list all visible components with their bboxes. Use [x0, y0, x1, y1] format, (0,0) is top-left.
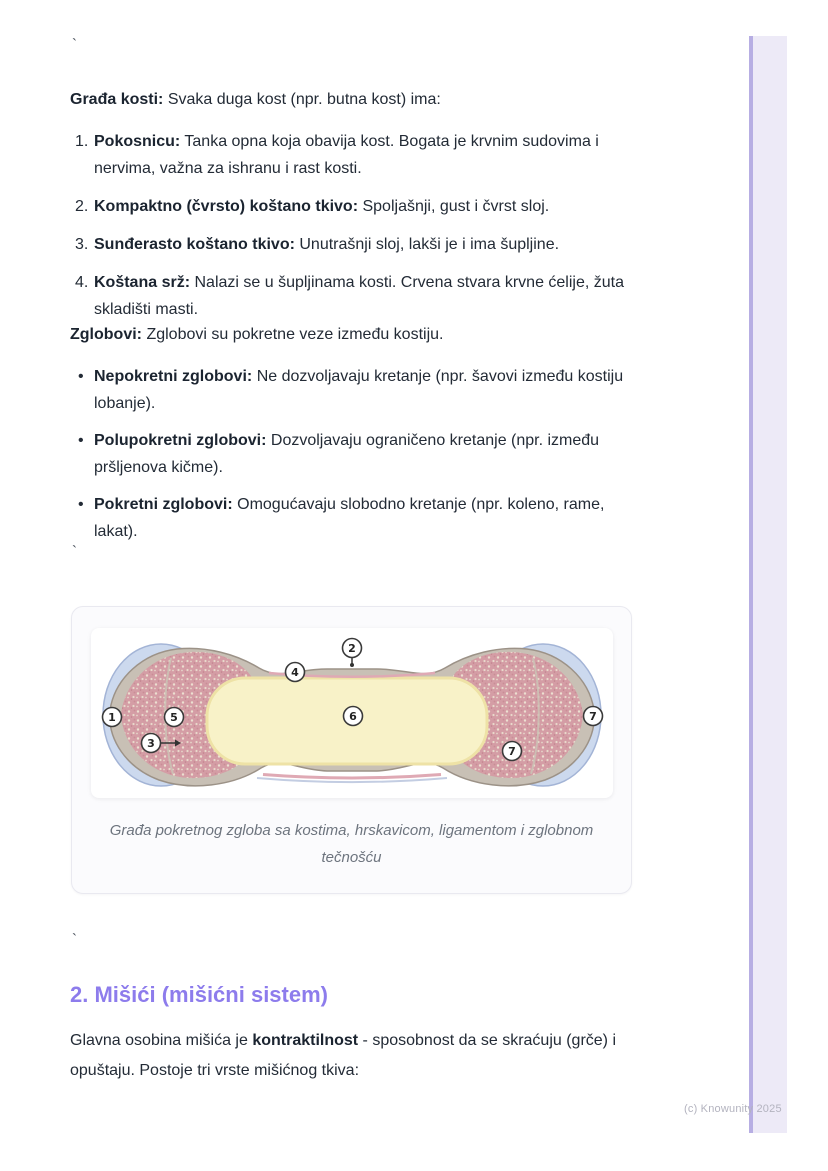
svg-text:3: 3	[147, 736, 155, 750]
para-bold: kontraktilnost	[252, 1032, 359, 1049]
intro-paragraph	[70, 86, 632, 113]
copyright-watermark: (c) Knowunity 2025	[684, 1103, 782, 1115]
zglobovi-bold: Zglobovi:	[70, 326, 142, 343]
list-item	[70, 128, 632, 182]
list-item-text	[94, 491, 625, 545]
bullet-dot: •	[78, 368, 84, 385]
figure-label	[165, 708, 184, 727]
list-number: 4.	[75, 274, 89, 291]
intro-text: Svaka duga kost (npr. butna kost) ima:	[167, 91, 441, 108]
bullet-dot: •	[78, 496, 84, 513]
figure-label	[584, 707, 603, 726]
svg-text:4: 4	[291, 665, 299, 679]
item-definition: Spoljašnji, gust i čvrst sloj.	[362, 198, 550, 215]
svg-text:7: 7	[508, 744, 516, 758]
list-item	[70, 231, 632, 258]
intro-bold: Građa kosti:	[70, 91, 164, 108]
item-term: Sunđerasto koštano tkivo:	[94, 236, 295, 253]
list-number: 1.	[75, 133, 89, 150]
section-heading: 2. Mišići (mišićni sistem)	[70, 982, 328, 1007]
list-item-text	[94, 269, 625, 323]
item-term: Polupokretni zglobovi:	[94, 432, 267, 449]
stray-backtick: `	[72, 931, 77, 948]
joint-bone-diagram	[91, 628, 613, 798]
figure-label	[286, 663, 305, 682]
periosteum-bottom-line	[263, 775, 441, 778]
item-definition: Tanka opna koja obavija kost. Bogata je krvnim sudovima i nervima, važna za ishranu i rast kosti.	[94, 133, 599, 177]
item-term: Pokretni zglobovi:	[94, 496, 233, 513]
list-item-text	[94, 193, 625, 220]
figure-label	[343, 639, 362, 668]
item-term: Koštana srž:	[94, 274, 191, 291]
figure-label	[344, 707, 363, 726]
svg-text:6: 6	[349, 709, 357, 723]
figure-label	[103, 708, 122, 727]
list-item-text	[94, 363, 625, 417]
item-definition: Unutrašnji sloj, lakši je i ima šupljine.	[299, 236, 560, 253]
para-pre: Glavna osobina mišića je	[70, 1032, 253, 1049]
list-item	[70, 427, 632, 481]
item-definition: Nalazi se u šupljinama kosti. Crvena stvara krvne ćelije, žuta skladišti masti.	[94, 274, 624, 318]
item-definition: Dozvoljavaju ograničeno kretanje (npr. između pršljenova kičme).	[94, 432, 600, 476]
svg-text:2: 2	[348, 641, 356, 655]
content-column	[70, 0, 632, 1171]
figure-caption: Građa pokretnog zgloba sa kostima, hrskavicom, ligamentom i zglobnom tečnošću	[109, 822, 594, 866]
list-item	[70, 269, 632, 323]
bullet-list	[70, 363, 632, 555]
zglobovi-paragraph	[70, 321, 632, 348]
svg-text:5: 5	[170, 710, 178, 724]
list-item	[70, 363, 632, 417]
muscles-paragraph	[70, 1026, 642, 1086]
list-item-text	[94, 128, 625, 182]
list-item-text	[94, 427, 625, 481]
figure-card	[71, 606, 632, 894]
bullet-dot: •	[78, 432, 84, 449]
item-term: Pokosnicu:	[94, 133, 181, 150]
svg-text:7: 7	[589, 709, 597, 723]
figure-image	[91, 628, 613, 798]
svg-text:1: 1	[108, 710, 116, 724]
zglobovi-text: Zglobovi su pokretne veze između kostiju.	[146, 326, 444, 343]
list-item	[70, 193, 632, 220]
item-term: Kompaktno (čvrsto) koštano tkivo:	[94, 198, 359, 215]
stray-backtick: `	[72, 36, 77, 53]
page-edge-strip	[749, 36, 787, 1133]
list-number: 3.	[75, 236, 89, 253]
para-post: - sposobnost da se skraćuju (grče) i opuštaju. Postoje tri vrste mišićnog tkiva:	[70, 1032, 616, 1079]
stray-backtick: `	[72, 543, 77, 560]
figure-label	[503, 742, 522, 761]
list-number: 2.	[75, 198, 89, 215]
list-item	[70, 491, 632, 545]
list-item-text	[94, 231, 625, 258]
item-definition: Ne dozvoljavaju kretanje (npr. šavovi između kostiju lobanje).	[94, 368, 624, 412]
item-term: Nepokretni zglobovi:	[94, 368, 253, 385]
numbered-list	[70, 128, 632, 334]
item-definition: Omogućavaju slobodno kretanje (npr. koleno, rame, lakat).	[94, 496, 605, 540]
